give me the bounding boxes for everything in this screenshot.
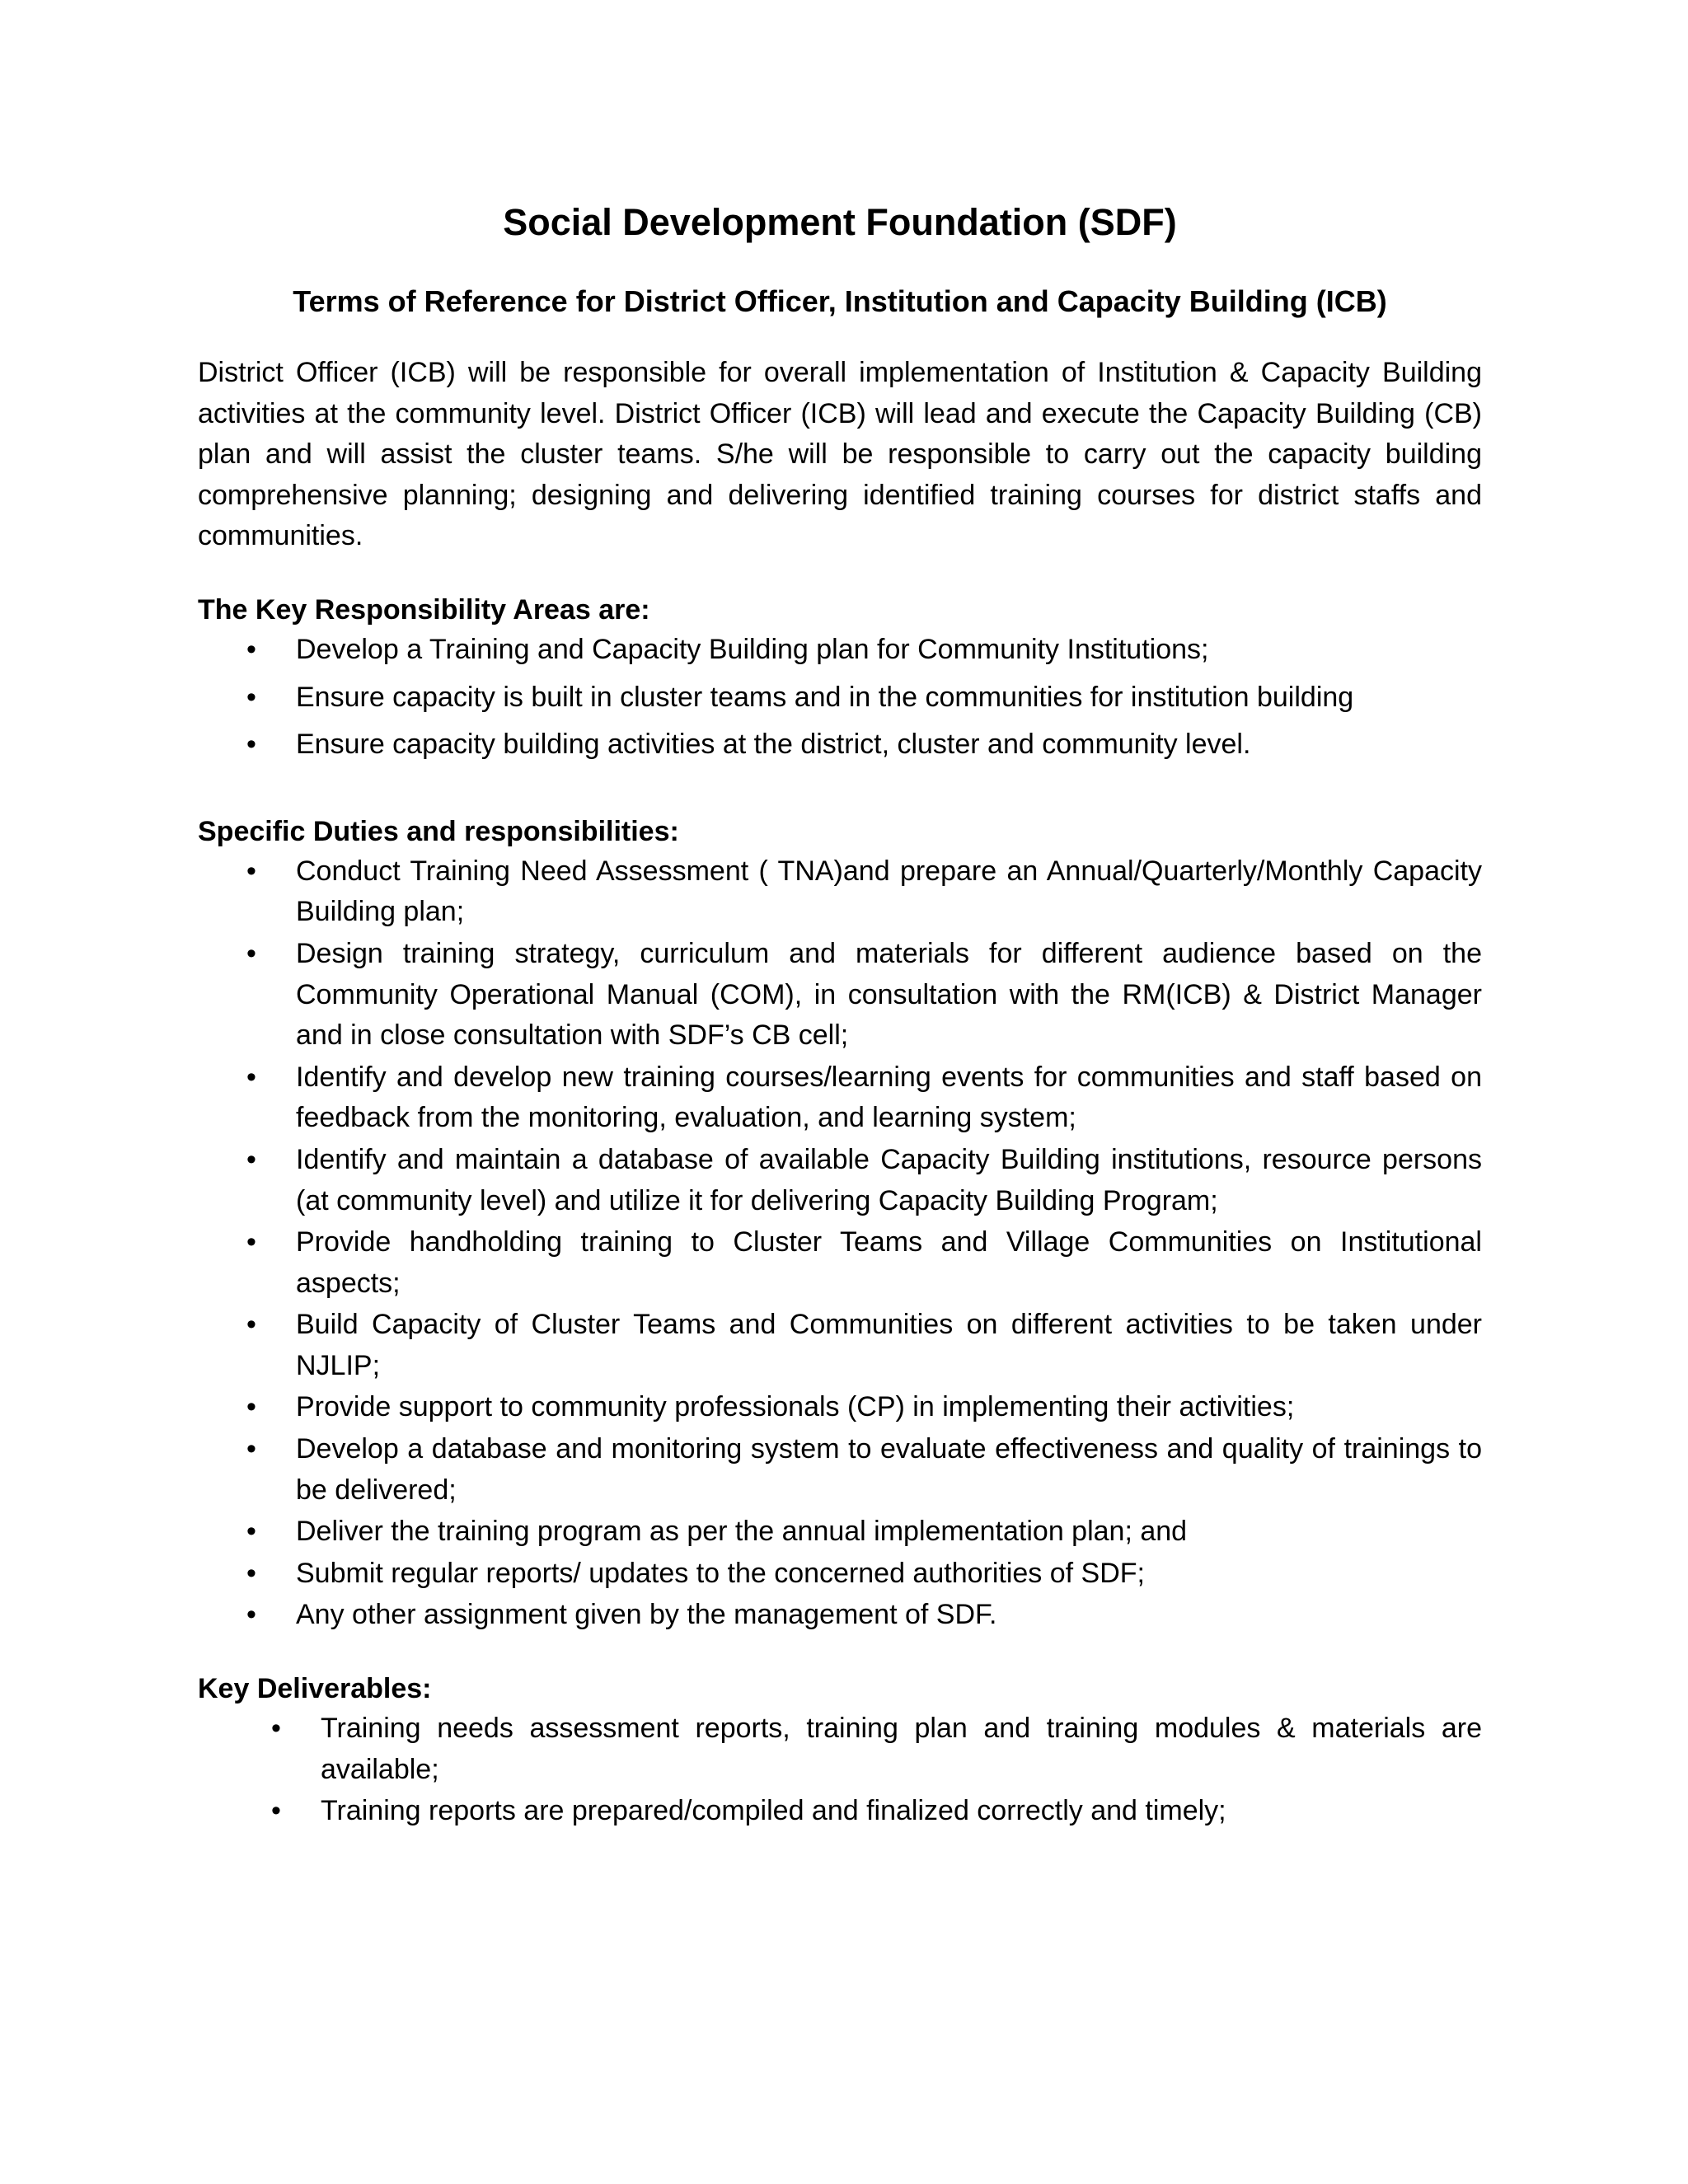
list-item-text: Any other assignment given by the management of SDF. bbox=[296, 1599, 997, 1631]
list-item bbox=[198, 934, 1482, 1057]
bullet-icon: • bbox=[246, 1433, 256, 1465]
list-item bbox=[198, 1305, 1482, 1386]
list-item-text: Conduct Training Need Assessment ( TNA)and prepare an Annual/Quarterly/Monthly Capacity Building plan; bbox=[296, 855, 1482, 928]
document-page bbox=[198, 198, 1482, 1833]
bullet-icon: • bbox=[246, 729, 256, 761]
bullet-icon: • bbox=[246, 1309, 256, 1341]
list-item bbox=[198, 851, 1482, 933]
list-item-text: Identify and develop new training courses/learning events for communities and staff based on feedback from the monitoring, evaluation, and learning system; bbox=[296, 1061, 1482, 1134]
list-item bbox=[198, 1057, 1482, 1139]
list-item-text: Design training strategy, curriculum and materials for different audience based on the Community Operational Manual (COM), in consultation with the RM(ICB) & District Manager and in close consultation with SDF’s CB cell; bbox=[296, 937, 1482, 1052]
list-item-text: Ensure capacity building activities at the district, cluster and community level. bbox=[296, 729, 1251, 761]
bullet-icon: • bbox=[271, 1795, 281, 1827]
list-item bbox=[198, 1708, 1482, 1790]
list-item-text: Ensure capacity is built in cluster teams and in the communities for institution building bbox=[296, 681, 1354, 713]
list-item-text: Build Capacity of Cluster Teams and Communities on different activities to be taken under NJLIP; bbox=[296, 1309, 1482, 1381]
list-item-text: Training reports are prepared/compiled and finalized correctly and timely; bbox=[321, 1795, 1226, 1827]
list-item bbox=[198, 677, 1482, 719]
bullet-icon: • bbox=[271, 1713, 281, 1745]
key-responsibility-list bbox=[198, 630, 1482, 766]
bullet-icon: • bbox=[246, 1599, 256, 1631]
bullet-icon: • bbox=[246, 1061, 256, 1093]
list-item bbox=[198, 630, 1482, 671]
list-item-text: Identify and maintain a database of available Capacity Building institutions, resource persons (at community level) and utilize it for delivering Capacity Building Program; bbox=[296, 1143, 1482, 1216]
list-item bbox=[198, 1554, 1482, 1595]
list-item bbox=[198, 724, 1482, 766]
document-subtitle: Terms of Reference for District Officer, Institution and Capacity Building (ICB) bbox=[293, 284, 1387, 318]
key-deliverables-list bbox=[198, 1708, 1482, 1832]
list-item bbox=[198, 1595, 1482, 1636]
list-item-text: Provide support to community professionals (CP) in implementing their activities; bbox=[296, 1391, 1295, 1423]
list-item-text: Training needs assessment reports, training plan and training modules & materials are available; bbox=[321, 1713, 1482, 1785]
bullet-icon: • bbox=[246, 1143, 256, 1175]
intro-paragraph: District Officer (ICB) will be responsible for overall implementation of Institution & Capacity Building activities at the community level. District Officer (ICB) will lead and execute the Capacity Building (CB) plan and will assist the cluster teams. S/he will be responsible to carry out the capacity building comprehensive planning; designing and delivering identified training courses for district staffs and communities. bbox=[198, 357, 1482, 552]
bullet-icon: • bbox=[246, 1226, 256, 1258]
bullet-icon: • bbox=[246, 681, 256, 713]
list-item bbox=[198, 1511, 1482, 1553]
specific-duties-heading: Specific Duties and responsibilities: bbox=[198, 815, 679, 847]
list-item-text: Develop a Training and Capacity Building plan for Community Institutions; bbox=[296, 633, 1209, 665]
document-title: Social Development Foundation (SDF) bbox=[503, 201, 1177, 243]
list-item-text: Develop a database and monitoring system to evaluate effectiveness and quality of trainings to be delivered; bbox=[296, 1433, 1482, 1506]
key-deliverables-heading: Key Deliverables: bbox=[198, 1673, 432, 1705]
bullet-icon: • bbox=[246, 633, 256, 665]
bullet-icon: • bbox=[246, 1557, 256, 1589]
bullet-icon: • bbox=[246, 937, 256, 969]
list-item-text: Submit regular reports/ updates to the concerned authorities of SDF; bbox=[296, 1557, 1145, 1589]
list-item bbox=[198, 1429, 1482, 1511]
key-responsibility-heading: The Key Responsibility Areas are: bbox=[198, 593, 650, 626]
list-item bbox=[198, 1791, 1482, 1832]
specific-duties-list bbox=[198, 851, 1482, 1636]
bullet-icon: • bbox=[246, 1391, 256, 1423]
list-item bbox=[198, 1387, 1482, 1428]
bullet-icon: • bbox=[246, 1516, 256, 1548]
list-item bbox=[198, 1222, 1482, 1304]
bullet-icon: • bbox=[246, 855, 256, 887]
list-item-text: Provide handholding training to Cluster Teams and Village Communities on Institutional aspects; bbox=[296, 1226, 1482, 1299]
list-item-text: Deliver the training program as per the annual implementation plan; and bbox=[296, 1516, 1188, 1548]
list-item bbox=[198, 1140, 1482, 1221]
